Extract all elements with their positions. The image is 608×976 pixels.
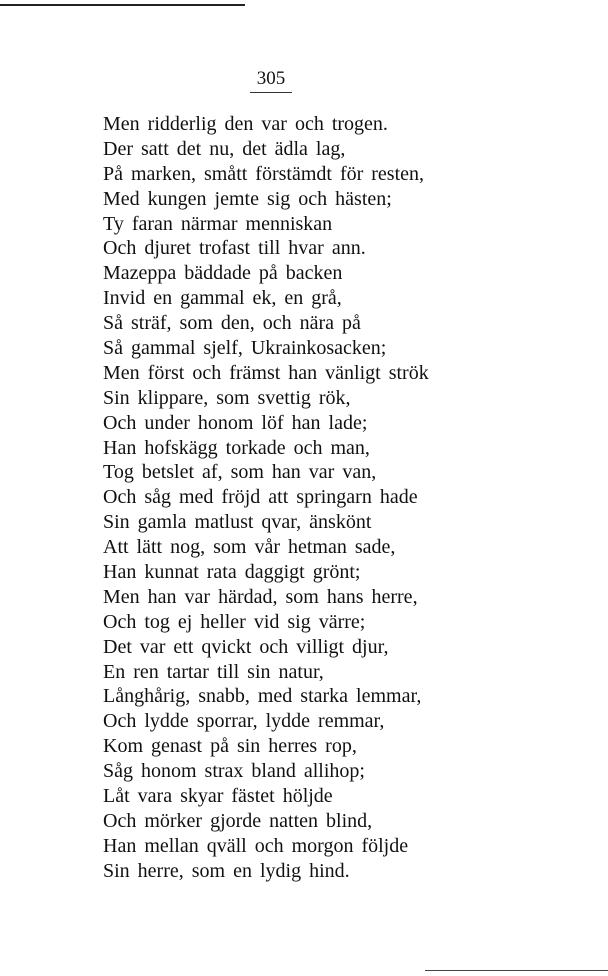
poem-line: Så gammal sjelf, Ukrainkosacken; [103, 337, 387, 360]
top-rule [0, 4, 245, 6]
poem-line: Och mörker gjorde natten blind, [103, 809, 373, 832]
poem-line: Ty faran närmar menniskan [103, 212, 333, 235]
poem-line: Men ridderlig den var och trogen. [103, 113, 388, 135]
poem-line: Att lätt nog, som vår hetman sade, [103, 536, 396, 559]
poem-line: Det var ett qvickt och villigt djur, [103, 635, 389, 658]
bottom-rule [425, 970, 608, 971]
poem-line: Tog betslet af, som han var van, [103, 461, 377, 484]
poem-line: Han mellan qväll och morgon följde [103, 834, 409, 857]
poem-line: Han kunnat rata daggigt grönt; [103, 561, 361, 584]
page-number-rule [250, 92, 292, 93]
poem-line: Och under honom löf han lade; [103, 411, 368, 434]
poem-line: Men han var härdad, som hans herre, [103, 585, 418, 608]
poem-line: Der satt det nu, det ädla lag, [103, 137, 346, 160]
poem-line: Såg honom strax bland allihop; [103, 760, 365, 783]
poem-line: Han hofskägg torkade och man, [103, 436, 370, 459]
poem-line: På marken, smått förstämdt för resten, [103, 162, 425, 185]
poem-line: Så sträf, som den, och nära på [103, 312, 361, 335]
page-number: 305 [256, 68, 286, 89]
poem-line: Och såg med fröjd att springarn hade [103, 486, 418, 509]
poem-line: Men först och främst han vänligt strök [103, 361, 429, 384]
poem-line: Invid en gammal ek, en grå, [103, 287, 342, 310]
poem-line: Och tog ej heller vid sig värre; [103, 610, 366, 633]
poem-line: Låt vara skyar fästet höljde [103, 785, 333, 808]
poem-line: Sin herre, som en lydig hind. [103, 859, 350, 882]
poem-line: En ren tartar till sin natur, [103, 660, 324, 683]
poem-line: Med kungen jemte sig och hästen; [103, 187, 392, 210]
poem-line: Långhårig, snabb, med starka lemmar, [103, 685, 422, 708]
poem-line: Kom genast på sin herres rop, [103, 735, 357, 758]
poem-line: Mazeppa bäddade på backen [103, 262, 343, 285]
poem-text [103, 112, 429, 884]
poem-line: Och lydde sporrar, lydde remmar, [103, 710, 385, 733]
poem-line: Sin gamla matlust qvar, änskönt [103, 511, 372, 534]
poem-line: Och djuret trofast till hvar ann. [103, 237, 366, 260]
poem-line: Sin klippare, som svettig rök, [103, 386, 351, 409]
